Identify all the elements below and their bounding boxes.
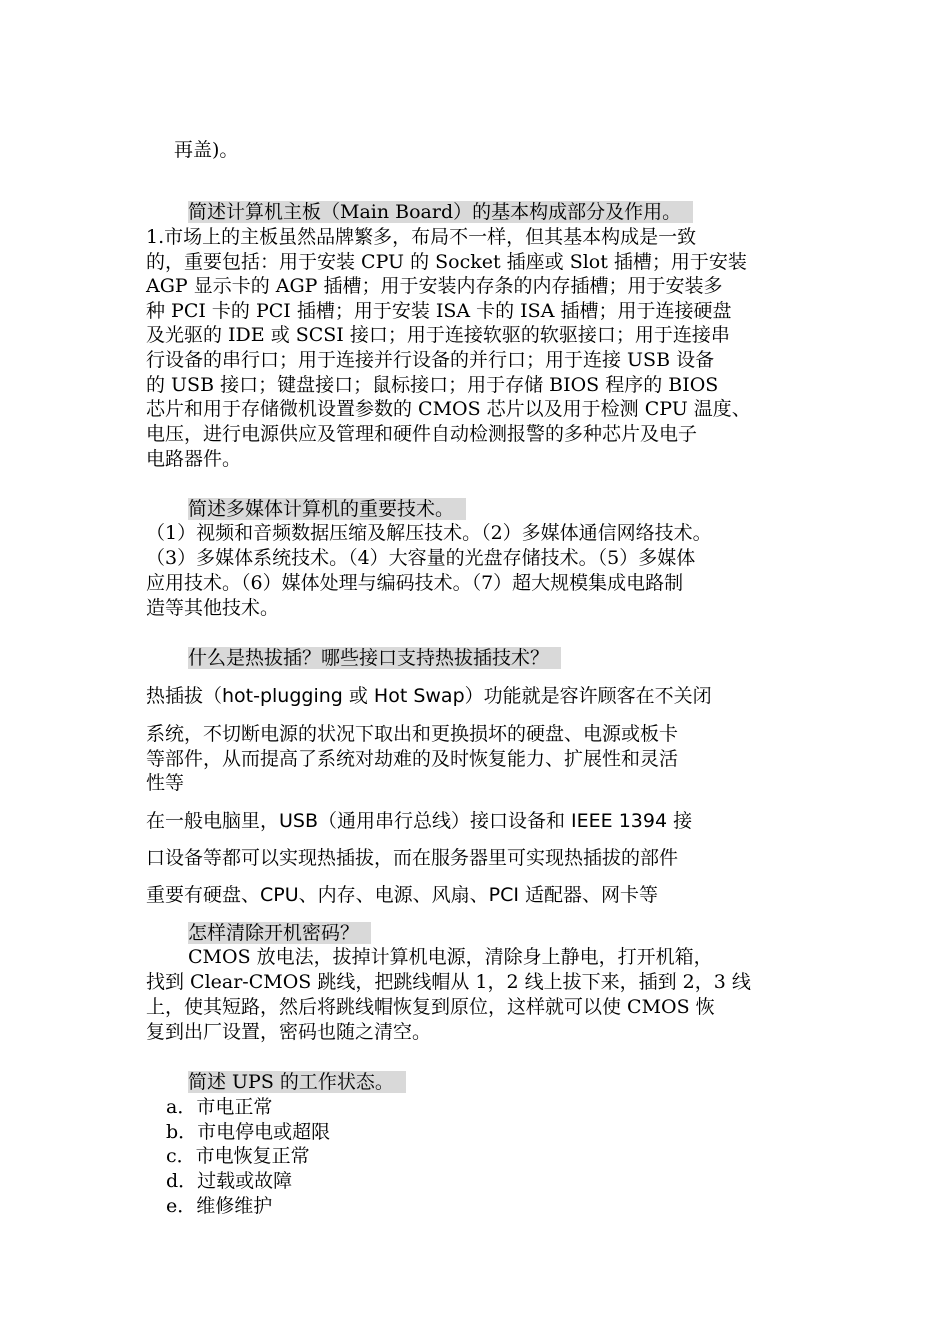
mainboard-line: 电路器件。 (146, 448, 242, 470)
hotplug-line: 重要有硬盘、CPU、内存、电源、风扇、PCI 适配器、网卡等 (146, 884, 658, 906)
password-heading-text: 怎样清除开机密码？ (188, 922, 371, 944)
ups-list-item: e．维修维护 (166, 1195, 273, 1217)
mainboard-line: 的，重要包括：用于安装 CPU 的 Socket 插座或 Slot 插槽；用于安装 (146, 251, 747, 273)
mainboard-line: 芯片和用于存储微机设置参数的 CMOS 芯片以及用于检测 CPU 温度、 (146, 398, 751, 420)
mainboard-heading (188, 200, 693, 224)
ups-list-item: a．市电正常 (166, 1096, 273, 1118)
mainboard-line: 及光驱的 IDE 或 SCSI 接口；用于连接软驱的软驱接口；用于连接串 (146, 324, 730, 346)
mainboard-line: 的 USB 接口；键盘接口；鼠标接口；用于存储 BIOS 程序的 BIOS (146, 374, 719, 396)
hotplug-heading (188, 646, 561, 670)
mainboard-line: 电压，进行电源供应及管理和硬件自动检测报警的多种芯片及电子 (146, 423, 698, 445)
multimedia-line: 造等其他技术。 (146, 597, 280, 619)
password-line: 复到出厂设置，密码也随之清空。 (146, 1021, 432, 1043)
ups-heading (188, 1070, 406, 1094)
ups-heading-text: 简述 UPS 的工作状态。 (188, 1071, 406, 1093)
hotplug-line: 系统，不切断电源的状况下取出和更换损坏的硬盘、电源或板卡 (146, 723, 679, 745)
mainboard-heading-text: 简述计算机主板（Main Board）的基本构成部分及作用。 (188, 201, 693, 223)
top-fragment: 再盖)。 (174, 139, 239, 161)
hotplug-line: 性等 (146, 772, 185, 794)
hotplug-line: 在一般电脑里，USB（通用串行总线）接口设备和 IEEE 1394 接 (146, 810, 693, 832)
password-line: 上，使其短路，然后将跳线帽恢复到原位，这样就可以使 CMOS 恢 (146, 996, 715, 1018)
password-line: 找到 Clear-CMOS 跳线，把跳线帽从 1，2 线上拔下来，插到 2，3 线 (146, 971, 751, 993)
password-line: CMOS 放电法，拔掉计算机电源，清除身上静电，打开机箱， (188, 946, 713, 968)
hotplug-heading-text: 什么是热拔插？哪些接口支持热拔插技术？ (188, 647, 561, 669)
hotplug-line: 等部件，从而提高了系统对劫难的及时恢复能力、扩展性和灵活 (146, 748, 679, 770)
mainboard-line: AGP 显示卡的 AGP 插槽；用于安装内存条的内存插槽；用于安装多 (146, 275, 723, 297)
multimedia-line: （1）视频和音频数据压缩及解压技术。（2）多媒体通信网络技术。 (146, 522, 712, 544)
multimedia-line: 应用技术。（6）媒体处理与编码技术。（7）超大规模集成电路制 (146, 572, 684, 594)
ups-list-item: c．市电恢复正常 (166, 1145, 310, 1167)
password-heading (188, 921, 371, 945)
multimedia-heading (188, 497, 466, 521)
hotplug-line: 口设备等都可以实现热插拔，而在服务器里可实现热插拔的部件 (146, 847, 679, 869)
ups-list-item: b．市电停电或超限 (166, 1121, 331, 1143)
ups-list-item: d．过载或故障 (166, 1170, 293, 1192)
mainboard-line: 行设备的串行口；用于连接并行设备的并行口；用于连接 USB 设备 (146, 349, 715, 371)
multimedia-line: （3）多媒体系统技术。（4）大容量的光盘存储技术。（5）多媒体 (146, 547, 696, 569)
hotplug-line: 热插拔（hot-plugging 或 Hot Swap）功能就是容许顾客在不关闭 (146, 685, 712, 707)
mainboard-line: 种 PCI 卡的 PCI 插槽；用于安装 ISA 卡的 ISA 插槽；用于连接硬盘 (146, 300, 732, 322)
mainboard-line: 1.市场上的主板虽然品牌繁多，布局不一样，但其基本构成是一致 (146, 226, 697, 248)
multimedia-heading-text: 简述多媒体计算机的重要技术。 (188, 498, 466, 520)
